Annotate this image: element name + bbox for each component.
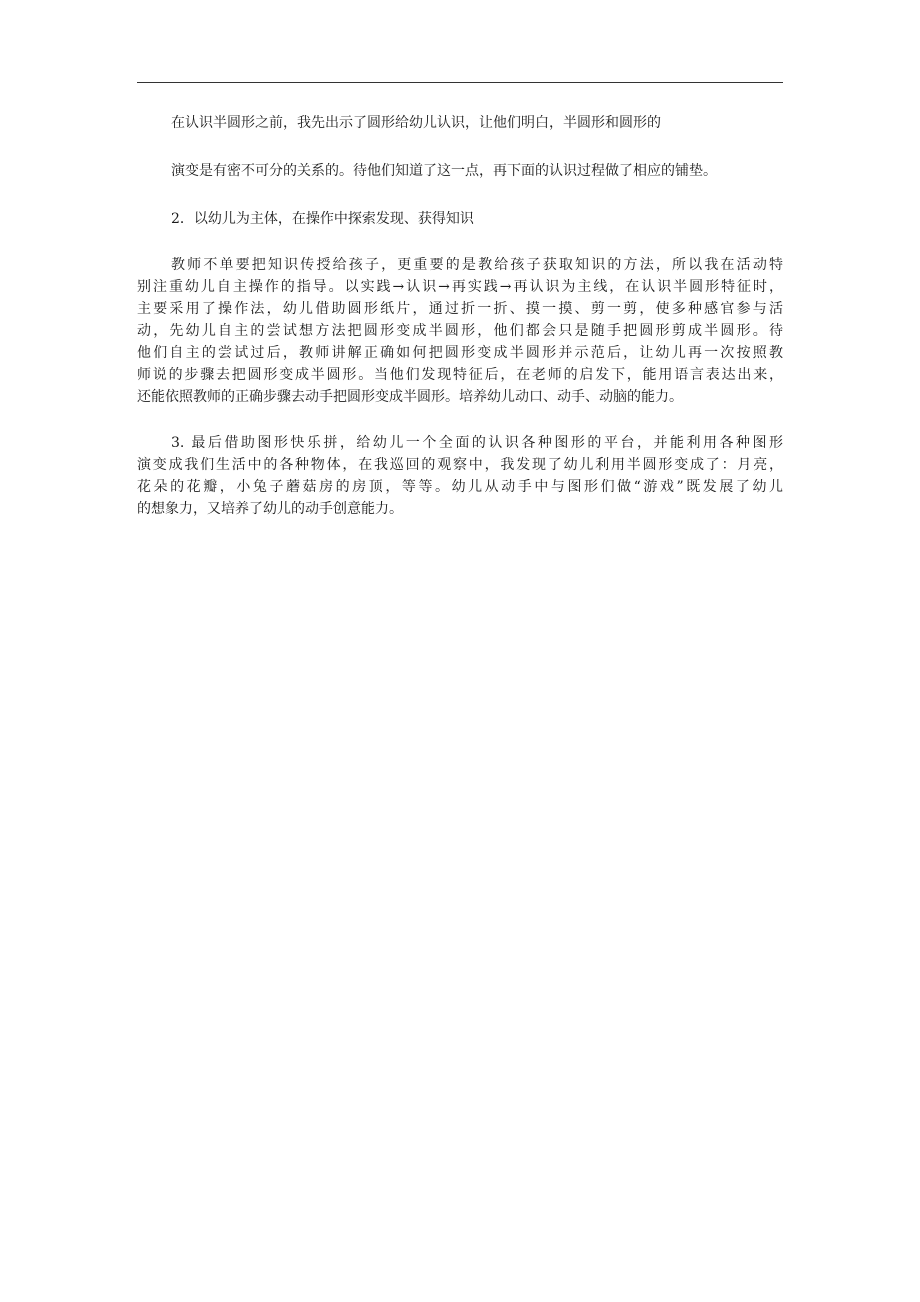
paragraph-operation (137, 254, 783, 408)
header-rule (137, 82, 783, 83)
paragraph-line: 3. 最后借助图形快乐拼，给幼儿一个全面的认识各种图形的平台，并能利用各种图形 (171, 435, 783, 451)
paragraph-line: 教师不单要把知识传授给孩子，更重要的是教给孩子获取知识的方法，所以我在活动特 (171, 257, 783, 273)
paragraph-line: 动，先幼儿自主的尝试想方法把圆形变成半圆形，他们都会只是随手把圆形剪成半圆形。待 (137, 323, 783, 339)
paragraph-line: 他们自主的尝试过后，教师讲解正确如何把圆形变成半圆形并示范后，让幼儿再一次按照教 (137, 345, 783, 361)
document-body (137, 112, 783, 520)
paragraph-line: 别注重幼儿自主操作的指导。以实践→认识→再实践→再认识为主线，在认识半圆形特征时， (137, 279, 783, 295)
paragraph-shape-puzzle (137, 432, 783, 520)
paragraph-line: 还能依照教师的正确步骤去动手把圆形变成半圆形。培养幼儿动口、动手、动脑的能力。 (137, 389, 683, 405)
paragraph-line: 主要采用了操作法，幼儿借助圆形纸片，通过折一折、摸一摸、剪一剪，使多种感官参与活 (137, 301, 783, 317)
paragraph-line: 师说的步骤去把圆形变成半圆形。当他们发现特征后，在老师的启发下，能用语言表达出来， (137, 367, 783, 383)
section-heading-2: 2．以幼儿为主体，在操作中探索发现、获得知识 (171, 211, 474, 227)
paragraph-line: 花朵的花瓣，小兔子蘑菇房的房顶，等等。幼儿从动手中与图形们做“游戏”既发展了幼儿 (137, 479, 783, 495)
intro-line-1: 在认识半圆形之前，我先出示了圆形给幼儿认识，让他们明白，半圆形和圆形的 (171, 115, 661, 131)
intro-line-2: 演变是有密不可分的关系的。待他们知道了这一点，再下面的认识过程做了相应的铺垫。 (171, 163, 717, 179)
paragraph-line: 的想象力，又培养了幼儿的动手创意能力。 (137, 501, 403, 517)
paragraph-line: 演变成我们生活中的各种物体，在我巡回的观察中，我发现了幼儿利用半圆形变成了：月亮， (137, 457, 783, 473)
